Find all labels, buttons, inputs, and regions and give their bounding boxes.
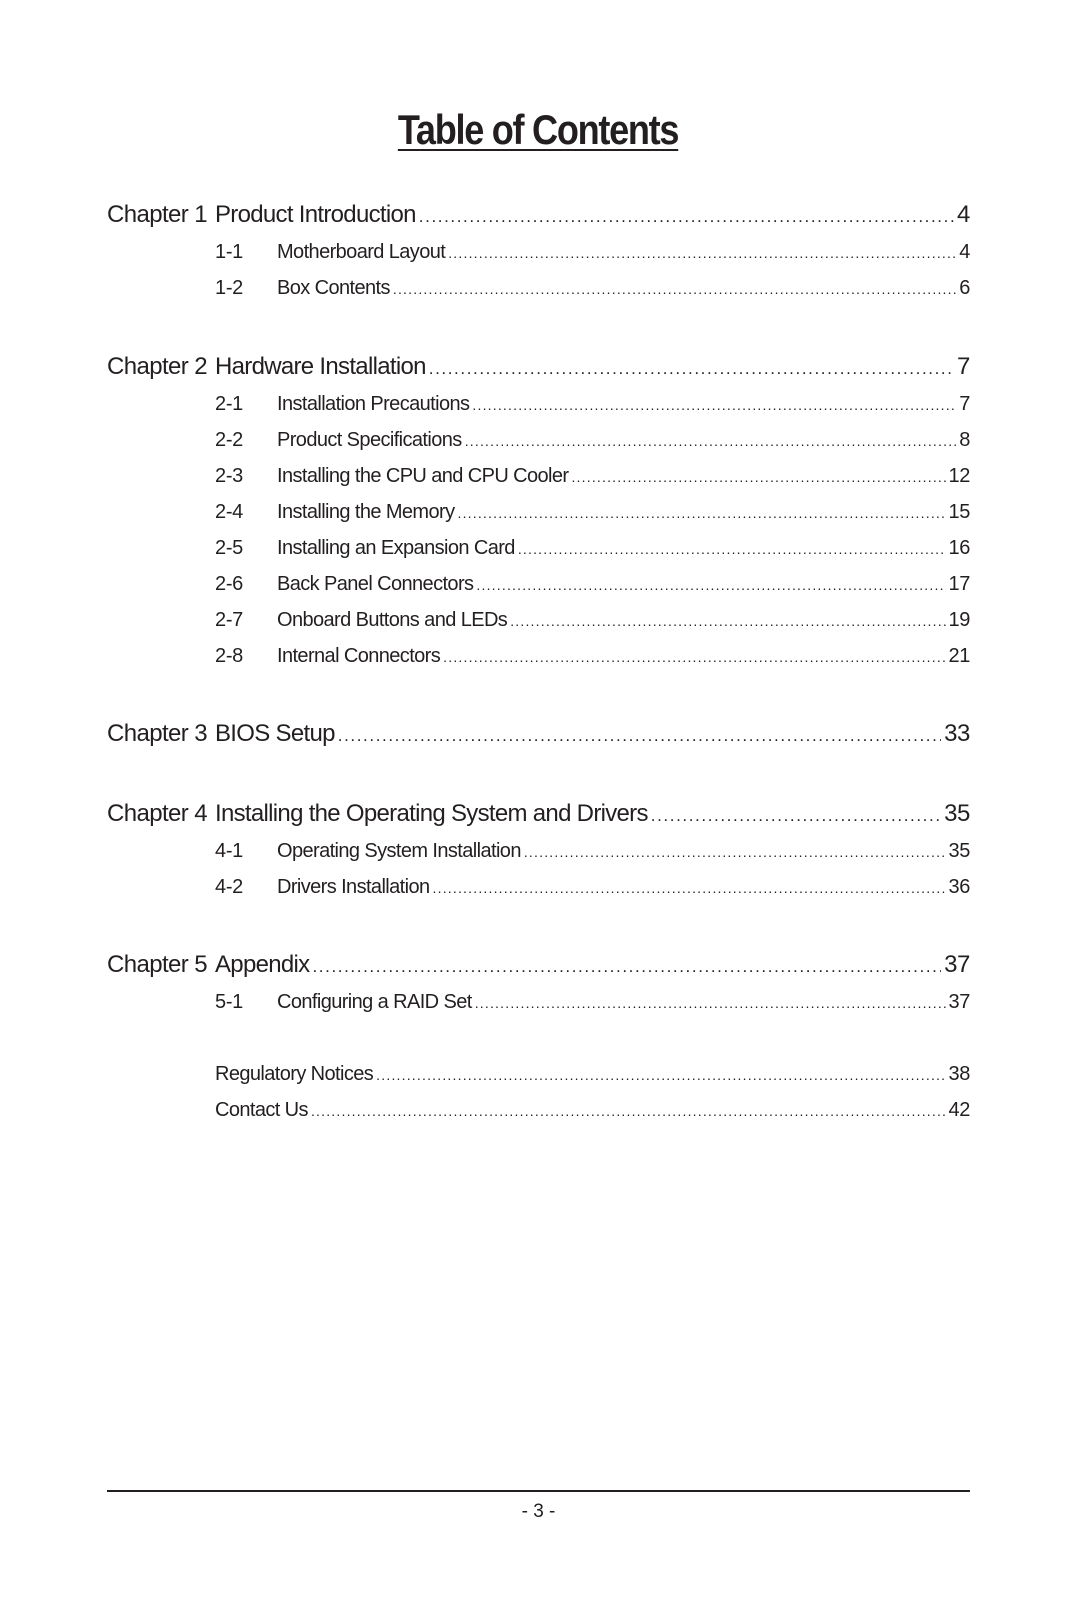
dot-leader [457, 499, 945, 526]
toc-section-2-8[interactable] [215, 642, 970, 670]
dot-leader [338, 720, 941, 750]
toc-section-2-2[interactable] [215, 426, 970, 454]
page-number: 16 [948, 537, 970, 559]
section-number: 2-8 [215, 645, 244, 667]
section-number: 2-1 [215, 393, 244, 415]
chapter-label: Chapter 2 [107, 353, 207, 380]
dot-leader [518, 535, 946, 562]
section-title: Motherboard Layout [277, 241, 446, 263]
page-title-text: Table of Contents [398, 106, 679, 153]
chapter-label: Chapter 5 [107, 951, 207, 978]
chapter-title: Appendix [215, 951, 310, 978]
page-number: 21 [948, 645, 970, 667]
section-number: 1-1 [215, 241, 244, 263]
section-number: 1-2 [215, 277, 244, 299]
page-number: 8 [959, 429, 970, 451]
section-number: 5-1 [215, 991, 244, 1013]
toc-section-5-1[interactable] [215, 988, 970, 1016]
page-number: 7 [959, 393, 970, 415]
toc-section-2-4[interactable] [215, 498, 970, 526]
page-number: 17 [948, 573, 970, 595]
toc-section-2-1[interactable] [215, 390, 970, 418]
toc-section-1-1[interactable] [215, 238, 970, 266]
toc-chapter-3[interactable] [107, 718, 970, 750]
dot-leader [571, 463, 945, 490]
chapter-label: Chapter 4 [107, 800, 207, 827]
page-number: 38 [948, 1063, 970, 1085]
toc-regulatory-notices[interactable] [215, 1060, 970, 1088]
toc-chapter-4[interactable] [107, 798, 970, 830]
dot-leader [472, 391, 956, 418]
page-number: 35 [948, 840, 970, 862]
dot-leader [433, 874, 946, 901]
chapter-label: Chapter 3 [107, 720, 207, 747]
dot-leader [312, 951, 941, 981]
toc-section-2-6[interactable] [215, 570, 970, 598]
footer-page-number: - 3 - [521, 1501, 556, 1522]
page-number: 35 [944, 800, 970, 827]
dot-leader [448, 239, 956, 266]
section-title: Installing an Expansion Card [277, 537, 515, 559]
section-title: Onboard Buttons and LEDs [277, 609, 508, 631]
toc-section-2-7[interactable] [215, 606, 970, 634]
dot-leader [393, 275, 956, 302]
section-number: 2-2 [215, 429, 244, 451]
chapter-title: BIOS Setup [215, 720, 335, 747]
page-number: 36 [948, 876, 970, 898]
section-title: Installing the Memory [277, 501, 455, 523]
section-title: Internal Connectors [277, 645, 441, 667]
entry-title: Regulatory Notices [215, 1063, 374, 1085]
chapter-title: Installing the Operating System and Drivers [215, 800, 648, 827]
entry-title: Contact Us [215, 1099, 308, 1121]
chapter-title: Product Introduction [215, 201, 416, 228]
toc-chapter-1[interactable] [107, 199, 970, 231]
page-number: 42 [948, 1099, 970, 1121]
page-number: 37 [948, 991, 970, 1013]
section-number: 2-6 [215, 573, 244, 595]
toc-section-4-1[interactable] [215, 837, 970, 865]
toc-contact-us[interactable] [215, 1096, 970, 1124]
page-number: 7 [957, 353, 970, 380]
section-title: Installing the CPU and CPU Cooler [277, 465, 569, 487]
dot-leader [510, 607, 945, 634]
page-number: 6 [959, 277, 970, 299]
section-title: Operating System Installation [277, 840, 521, 862]
section-title: Product Specifications [277, 429, 462, 451]
chapter-title: Hardware Installation [215, 353, 426, 380]
toc-section-1-2[interactable] [215, 274, 970, 302]
dot-leader [419, 201, 954, 231]
dot-leader [429, 353, 954, 383]
dot-leader [443, 643, 945, 670]
dot-leader [651, 800, 941, 830]
page-number: 12 [948, 465, 970, 487]
toc-chapter-2[interactable] [107, 351, 970, 383]
toc-section-2-3[interactable] [215, 462, 970, 490]
section-number: 4-1 [215, 840, 244, 862]
section-title: Configuring a RAID Set [277, 991, 472, 1013]
page-number: 15 [948, 501, 970, 523]
dot-leader [476, 571, 945, 598]
section-title: Drivers Installation [277, 876, 430, 898]
page-number: 19 [948, 609, 970, 631]
section-number: 2-7 [215, 609, 244, 631]
section-number: 2-4 [215, 501, 244, 523]
page-title [0, 102, 1077, 158]
section-number: 4-2 [215, 876, 244, 898]
page-number: 33 [944, 720, 970, 747]
toc-section-2-5[interactable] [215, 534, 970, 562]
page-number: 4 [957, 201, 970, 228]
chapter-label: Chapter 1 [107, 201, 207, 228]
dot-leader [475, 989, 946, 1016]
section-title: Installation Precautions [277, 393, 470, 415]
dot-leader [376, 1061, 945, 1088]
toc-section-4-2[interactable] [215, 873, 970, 901]
toc-chapter-5[interactable] [107, 949, 970, 981]
section-title: Back Panel Connectors [277, 573, 474, 595]
dot-leader [465, 427, 957, 454]
dot-leader [311, 1097, 946, 1124]
dot-leader [524, 838, 946, 865]
page-number: 37 [944, 951, 970, 978]
section-number: 2-5 [215, 537, 244, 559]
footer-rule [107, 1490, 970, 1492]
page-number: 4 [959, 241, 970, 263]
section-number: 2-3 [215, 465, 244, 487]
section-title: Box Contents [277, 277, 390, 299]
